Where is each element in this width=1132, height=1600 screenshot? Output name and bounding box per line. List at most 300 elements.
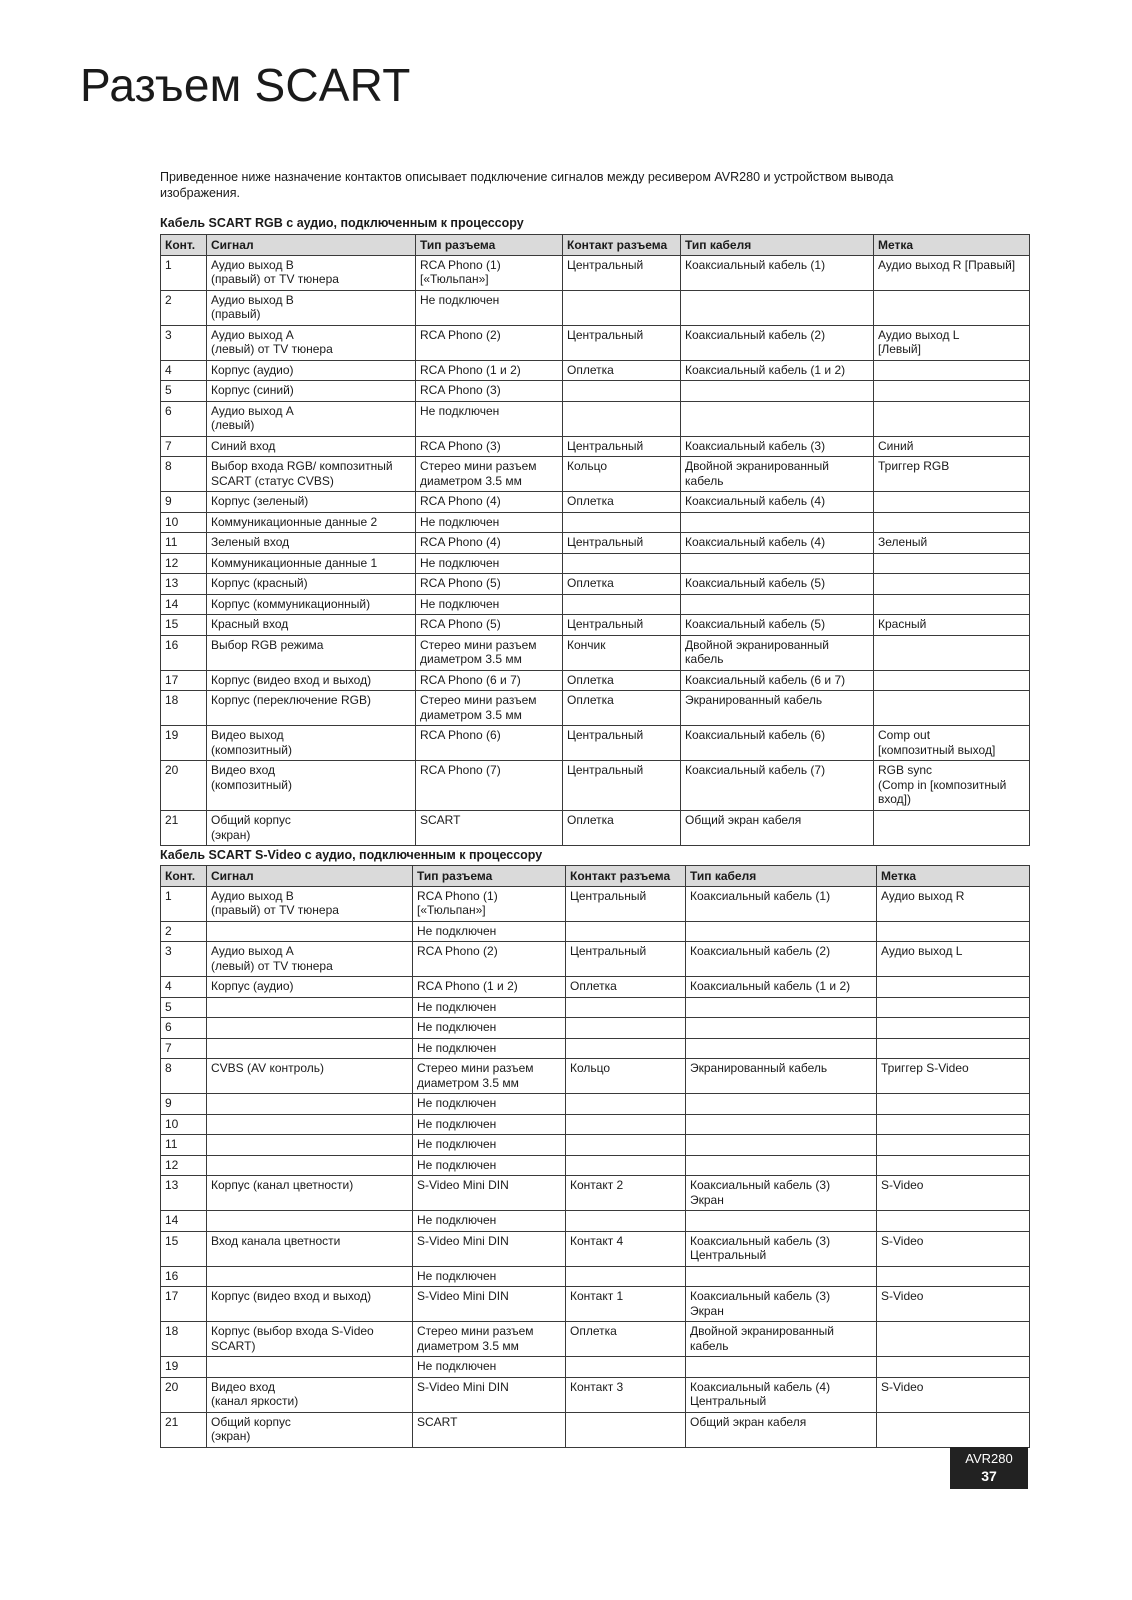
cell-pin: 1 bbox=[161, 255, 207, 290]
cell-connector-contact: Контакт 2 bbox=[566, 1176, 686, 1211]
cell-connector-type: RCA Phono (6 и 7) bbox=[416, 670, 563, 691]
table-row bbox=[161, 1231, 1030, 1266]
cell-pin: 3 bbox=[161, 325, 207, 360]
cell-label: S-Video bbox=[877, 1176, 1030, 1211]
cell-connector-contact bbox=[566, 1266, 686, 1287]
col-header-pin: Конт. bbox=[161, 235, 207, 256]
cell-cable-type bbox=[686, 1357, 877, 1378]
table-row bbox=[161, 1135, 1030, 1156]
cell-signal: Выбор входа RGB/ композитный SCART (статус CVBS) bbox=[207, 457, 416, 492]
cell-cable-type: Коаксиальный кабель (3) Центральный bbox=[686, 1231, 877, 1266]
scart-rgb-table bbox=[160, 234, 1030, 846]
cell-connector-type: Не подключен bbox=[416, 512, 563, 533]
cell-signal bbox=[207, 1266, 413, 1287]
cell-signal: Корпус (видео вход и выход) bbox=[207, 670, 416, 691]
cell-cable-type bbox=[686, 1114, 877, 1135]
table-row bbox=[161, 1018, 1030, 1039]
cell-connector-contact bbox=[566, 1038, 686, 1059]
cell-label: Зеленый bbox=[874, 533, 1030, 554]
cell-signal: Видео вход (композитный) bbox=[207, 761, 416, 811]
cell-cable-type: Общий экран кабеля bbox=[681, 811, 874, 846]
table-row bbox=[161, 401, 1030, 436]
cell-connector-type: Не подключен bbox=[413, 1155, 566, 1176]
cell-signal bbox=[207, 1357, 413, 1378]
cell-connector-contact: Контакт 1 bbox=[566, 1287, 686, 1322]
cell-cable-type bbox=[686, 1038, 877, 1059]
cell-connector-type: Не подключен bbox=[416, 290, 563, 325]
cell-pin: 20 bbox=[161, 761, 207, 811]
cell-label: Comp out [композитный выход] bbox=[874, 726, 1030, 761]
col-header-signal: Сигнал bbox=[207, 235, 416, 256]
cell-label bbox=[874, 381, 1030, 402]
cell-signal bbox=[207, 1038, 413, 1059]
cell-label bbox=[874, 594, 1030, 615]
table-row bbox=[161, 594, 1030, 615]
table-row bbox=[161, 325, 1030, 360]
cell-cable-type: Коаксиальный кабель (4) bbox=[681, 533, 874, 554]
cell-cable-type: Коаксиальный кабель (5) bbox=[681, 574, 874, 595]
table-row bbox=[161, 553, 1030, 574]
page-title: Разъем SCART bbox=[80, 59, 411, 111]
cell-signal bbox=[207, 1018, 413, 1039]
cell-connector-type: Стерео мини разъем диаметром 3.5 мм bbox=[416, 635, 563, 670]
col-header-label: Метка bbox=[874, 235, 1030, 256]
cell-pin: 10 bbox=[161, 1114, 207, 1135]
cell-pin: 18 bbox=[161, 1322, 207, 1357]
cell-label: S-Video bbox=[877, 1231, 1030, 1266]
cell-connector-type: Не подключен bbox=[413, 1018, 566, 1039]
cell-cable-type: Коаксиальный кабель (3) bbox=[681, 436, 874, 457]
cell-signal bbox=[207, 1114, 413, 1135]
col-header-connector-type: Тип разъема bbox=[413, 866, 566, 887]
cell-connector-contact bbox=[566, 1094, 686, 1115]
cell-signal: Корпус (коммуникационный) bbox=[207, 594, 416, 615]
cell-connector-type: Стерео мини разъем диаметром 3.5 мм bbox=[413, 1322, 566, 1357]
cell-connector-type: Не подключен bbox=[416, 553, 563, 574]
cell-label: Красный bbox=[874, 615, 1030, 636]
table-row bbox=[161, 574, 1030, 595]
cell-pin: 8 bbox=[161, 457, 207, 492]
cell-connector-type: RCA Phono (4) bbox=[416, 492, 563, 513]
cell-signal: Коммуникационные данные 2 bbox=[207, 512, 416, 533]
cell-signal: Корпус (аудио) bbox=[207, 977, 413, 998]
cell-connector-type: RCA Phono (2) bbox=[416, 325, 563, 360]
cell-label: S-Video bbox=[877, 1287, 1030, 1322]
cell-cable-type: Двойной экранированный кабель bbox=[686, 1322, 877, 1357]
cell-signal: Аудио выход A (левый) от TV тюнера bbox=[207, 942, 413, 977]
cell-connector-contact: Кольцо bbox=[566, 1059, 686, 1094]
cell-connector-contact bbox=[563, 553, 681, 574]
cell-connector-type: Не подключен bbox=[413, 1266, 566, 1287]
cell-connector-type: Не подключен bbox=[416, 594, 563, 615]
cell-cable-type: Двойной экранированный кабель bbox=[681, 457, 874, 492]
cell-pin: 18 bbox=[161, 691, 207, 726]
cell-connector-contact bbox=[566, 1155, 686, 1176]
cell-connector-type: RCA Phono (1 и 2) bbox=[416, 360, 563, 381]
cell-label bbox=[874, 290, 1030, 325]
cell-pin: 4 bbox=[161, 360, 207, 381]
cell-connector-type: RCA Phono (5) bbox=[416, 574, 563, 595]
cell-cable-type: Коаксиальный кабель (6) bbox=[681, 726, 874, 761]
cell-pin: 11 bbox=[161, 1135, 207, 1156]
table-row bbox=[161, 1176, 1030, 1211]
cell-connector-contact bbox=[566, 1114, 686, 1135]
cell-connector-type: Не подключен bbox=[413, 1038, 566, 1059]
col-header-signal: Сигнал bbox=[207, 866, 413, 887]
cell-signal: Корпус (аудио) bbox=[207, 360, 416, 381]
cell-pin: 2 bbox=[161, 290, 207, 325]
cell-signal bbox=[207, 1211, 413, 1232]
cell-connector-contact bbox=[563, 290, 681, 325]
table-header-row bbox=[161, 866, 1030, 887]
cell-label bbox=[874, 691, 1030, 726]
cell-label bbox=[877, 1094, 1030, 1115]
cell-label bbox=[877, 1266, 1030, 1287]
cell-label bbox=[874, 811, 1030, 846]
cell-pin: 16 bbox=[161, 1266, 207, 1287]
cell-connector-contact: Оплетка bbox=[566, 977, 686, 998]
cell-connector-contact bbox=[563, 381, 681, 402]
cell-cable-type: Коаксиальный кабель (2) bbox=[681, 325, 874, 360]
cell-label bbox=[877, 1038, 1030, 1059]
cell-label bbox=[874, 360, 1030, 381]
table-row bbox=[161, 1211, 1030, 1232]
table-row bbox=[161, 1266, 1030, 1287]
cell-pin: 13 bbox=[161, 574, 207, 595]
col-header-connector-contact: Контакт разъема bbox=[563, 235, 681, 256]
cell-connector-contact: Контакт 4 bbox=[566, 1231, 686, 1266]
cell-pin: 15 bbox=[161, 1231, 207, 1266]
cell-cable-type: Коаксиальный кабель (1) bbox=[681, 255, 874, 290]
table-row bbox=[161, 1357, 1030, 1378]
cell-connector-contact: Оплетка bbox=[563, 492, 681, 513]
cell-connector-type: Стерео мини разъем диаметром 3.5 мм bbox=[416, 457, 563, 492]
cell-signal: Общий корпус (экран) bbox=[207, 1412, 413, 1447]
cell-pin: 5 bbox=[161, 381, 207, 402]
cell-cable-type: Коаксиальный кабель (3) Экран bbox=[686, 1176, 877, 1211]
cell-pin: 10 bbox=[161, 512, 207, 533]
cell-label bbox=[877, 1155, 1030, 1176]
table-header-row bbox=[161, 235, 1030, 256]
cell-connector-contact: Центральный bbox=[566, 886, 686, 921]
cell-cable-type bbox=[681, 290, 874, 325]
cell-label: Аудио выход R [Правый] bbox=[874, 255, 1030, 290]
cell-label bbox=[877, 977, 1030, 998]
footer-model: AVR280 bbox=[965, 1451, 1013, 1466]
cell-connector-contact: Центральный bbox=[563, 726, 681, 761]
cell-connector-type: RCA Phono (5) bbox=[416, 615, 563, 636]
table-row bbox=[161, 921, 1030, 942]
cell-connector-contact: Центральный bbox=[563, 533, 681, 554]
col-header-pin: Конт. bbox=[161, 866, 207, 887]
cell-label bbox=[877, 1135, 1030, 1156]
cell-pin: 11 bbox=[161, 533, 207, 554]
cell-signal: Вход канала цветности bbox=[207, 1231, 413, 1266]
cell-pin: 12 bbox=[161, 1155, 207, 1176]
table-row bbox=[161, 691, 1030, 726]
cell-cable-type bbox=[686, 1211, 877, 1232]
cell-signal: Корпус (переключение RGB) bbox=[207, 691, 416, 726]
col-header-connector-type: Тип разъема bbox=[416, 235, 563, 256]
table-row bbox=[161, 1094, 1030, 1115]
table-row bbox=[161, 635, 1030, 670]
cell-pin: 7 bbox=[161, 1038, 207, 1059]
cell-pin: 8 bbox=[161, 1059, 207, 1094]
cell-pin: 3 bbox=[161, 942, 207, 977]
cell-cable-type: Коаксиальный кабель (1 и 2) bbox=[686, 977, 877, 998]
col-header-label: Метка bbox=[877, 866, 1030, 887]
cell-pin: 21 bbox=[161, 1412, 207, 1447]
cell-signal: Корпус (красный) bbox=[207, 574, 416, 595]
cell-cable-type bbox=[686, 1094, 877, 1115]
cell-pin: 12 bbox=[161, 553, 207, 574]
table2-caption: Кабель SCART S-Video с аудио, подключенным к процессору bbox=[160, 848, 543, 862]
col-header-connector-contact: Контакт разъема bbox=[566, 866, 686, 887]
table-row bbox=[161, 726, 1030, 761]
cell-connector-type: RCA Phono (4) bbox=[416, 533, 563, 554]
cell-connector-contact: Кольцо bbox=[563, 457, 681, 492]
cell-label bbox=[874, 574, 1030, 595]
cell-connector-type: RCA Phono (1) [«Тюльпан»] bbox=[413, 886, 566, 921]
cell-cable-type: Коаксиальный кабель (7) bbox=[681, 761, 874, 811]
cell-label: Аудио выход R bbox=[877, 886, 1030, 921]
cell-label bbox=[877, 1211, 1030, 1232]
table-row bbox=[161, 457, 1030, 492]
cell-connector-type: RCA Phono (1) [«Тюльпан»] bbox=[416, 255, 563, 290]
cell-connector-type: S-Video Mini DIN bbox=[413, 1231, 566, 1266]
cell-label bbox=[874, 670, 1030, 691]
cell-connector-type: RCA Phono (6) bbox=[416, 726, 563, 761]
cell-pin: 14 bbox=[161, 1211, 207, 1232]
cell-connector-contact: Центральный bbox=[563, 436, 681, 457]
cell-pin: 17 bbox=[161, 670, 207, 691]
cell-signal: Корпус (зеленый) bbox=[207, 492, 416, 513]
cell-connector-type: RCA Phono (3) bbox=[416, 436, 563, 457]
cell-signal: Зеленый вход bbox=[207, 533, 416, 554]
table-row bbox=[161, 1038, 1030, 1059]
cell-signal bbox=[207, 921, 413, 942]
cell-connector-type: S-Video Mini DIN bbox=[413, 1377, 566, 1412]
cell-connector-contact: Центральный bbox=[563, 325, 681, 360]
cell-connector-type: RCA Phono (7) bbox=[416, 761, 563, 811]
cell-pin: 19 bbox=[161, 726, 207, 761]
cell-label bbox=[877, 1018, 1030, 1039]
cell-connector-type: Не подключен bbox=[413, 921, 566, 942]
table-row bbox=[161, 886, 1030, 921]
table-row bbox=[161, 255, 1030, 290]
table-row bbox=[161, 492, 1030, 513]
table-row bbox=[161, 1059, 1030, 1094]
cell-pin: 17 bbox=[161, 1287, 207, 1322]
cell-cable-type: Коаксиальный кабель (4) bbox=[681, 492, 874, 513]
cell-connector-type: S-Video Mini DIN bbox=[413, 1176, 566, 1211]
cell-connector-type: Не подключен bbox=[416, 401, 563, 436]
cell-connector-contact: Оплетка bbox=[566, 1322, 686, 1357]
cell-signal: Корпус (канал цветности) bbox=[207, 1176, 413, 1211]
cell-cable-type bbox=[686, 1135, 877, 1156]
cell-connector-contact: Центральный bbox=[563, 615, 681, 636]
cell-pin: 6 bbox=[161, 1018, 207, 1039]
cell-pin: 1 bbox=[161, 886, 207, 921]
cell-connector-contact: Оплетка bbox=[563, 691, 681, 726]
cell-connector-contact bbox=[566, 1135, 686, 1156]
table1-caption: Кабель SCART RGB с аудио, подключенным к процессору bbox=[160, 216, 524, 230]
cell-connector-type: S-Video Mini DIN bbox=[413, 1287, 566, 1322]
table-row bbox=[161, 1377, 1030, 1412]
cell-signal: Аудио выход B (правый) от TV тюнера bbox=[207, 886, 413, 921]
page-number: 37 bbox=[981, 1468, 997, 1484]
cell-signal: Красный вход bbox=[207, 615, 416, 636]
cell-connector-type: Не подключен bbox=[413, 1094, 566, 1115]
cell-signal: Корпус (синий) bbox=[207, 381, 416, 402]
cell-cable-type bbox=[681, 553, 874, 574]
cell-connector-contact: Контакт 3 bbox=[566, 1377, 686, 1412]
cell-signal: Синий вход bbox=[207, 436, 416, 457]
cell-cable-type: Коаксиальный кабель (1) bbox=[686, 886, 877, 921]
table-row bbox=[161, 533, 1030, 554]
cell-connector-contact bbox=[566, 1018, 686, 1039]
cell-cable-type bbox=[686, 1018, 877, 1039]
cell-cable-type bbox=[681, 594, 874, 615]
cell-cable-type bbox=[681, 401, 874, 436]
cell-connector-contact: Оплетка bbox=[563, 574, 681, 595]
cell-signal: Выбор RGB режима bbox=[207, 635, 416, 670]
cell-connector-type: SCART bbox=[416, 811, 563, 846]
table-row bbox=[161, 436, 1030, 457]
table-row bbox=[161, 1412, 1030, 1447]
cell-label bbox=[874, 492, 1030, 513]
cell-connector-contact: Оплетка bbox=[563, 811, 681, 846]
cell-label bbox=[877, 1322, 1030, 1357]
table-row bbox=[161, 1114, 1030, 1135]
cell-connector-contact bbox=[563, 401, 681, 436]
cell-connector-contact bbox=[566, 1412, 686, 1447]
cell-label: Триггер RGB bbox=[874, 457, 1030, 492]
cell-label: Аудио выход L bbox=[877, 942, 1030, 977]
cell-connector-type: Не подключен bbox=[413, 1114, 566, 1135]
cell-connector-type: Не подключен bbox=[413, 1135, 566, 1156]
cell-label: RGB sync (Comp in [композитный вход]) bbox=[874, 761, 1030, 811]
table-row bbox=[161, 942, 1030, 977]
cell-pin: 19 bbox=[161, 1357, 207, 1378]
cell-pin: 6 bbox=[161, 401, 207, 436]
cell-connector-contact bbox=[566, 1211, 686, 1232]
cell-connector-type: Стерео мини разъем диаметром 3.5 мм bbox=[416, 691, 563, 726]
cell-cable-type: Коаксиальный кабель (6 и 7) bbox=[681, 670, 874, 691]
cell-connector-contact: Оплетка bbox=[563, 360, 681, 381]
cell-signal: Корпус (видео вход и выход) bbox=[207, 1287, 413, 1322]
cell-cable-type: Общий экран кабеля bbox=[686, 1412, 877, 1447]
cell-pin: 13 bbox=[161, 1176, 207, 1211]
table-row bbox=[161, 1155, 1030, 1176]
cell-label: Аудио выход L [Левый] bbox=[874, 325, 1030, 360]
cell-signal: Корпус (выбор входа S-Video SCART) bbox=[207, 1322, 413, 1357]
cell-label: Синий bbox=[874, 436, 1030, 457]
cell-connector-type: Не подключен bbox=[413, 1357, 566, 1378]
cell-connector-type: Не подключен bbox=[413, 997, 566, 1018]
cell-connector-contact bbox=[566, 997, 686, 1018]
cell-label bbox=[874, 401, 1030, 436]
cell-signal bbox=[207, 1094, 413, 1115]
cell-connector-contact bbox=[563, 512, 681, 533]
cell-connector-contact: Центральный bbox=[566, 942, 686, 977]
cell-label bbox=[874, 635, 1030, 670]
cell-connector-type: RCA Phono (3) bbox=[416, 381, 563, 402]
cell-connector-type: RCA Phono (1 и 2) bbox=[413, 977, 566, 998]
cell-cable-type: Коаксиальный кабель (3) Экран bbox=[686, 1287, 877, 1322]
cell-cable-type bbox=[681, 512, 874, 533]
cell-signal: Аудио выход B (правый) от TV тюнера bbox=[207, 255, 416, 290]
cell-cable-type bbox=[686, 921, 877, 942]
cell-signal: Общий корпус (экран) bbox=[207, 811, 416, 846]
cell-label: S-Video bbox=[877, 1377, 1030, 1412]
cell-cable-type: Экранированный кабель bbox=[681, 691, 874, 726]
cell-cable-type: Экранированный кабель bbox=[686, 1059, 877, 1094]
cell-connector-type: RCA Phono (2) bbox=[413, 942, 566, 977]
cell-label bbox=[877, 1412, 1030, 1447]
cell-signal: Видео выход (композитный) bbox=[207, 726, 416, 761]
cell-cable-type bbox=[686, 997, 877, 1018]
cell-cable-type bbox=[686, 1155, 877, 1176]
cell-label bbox=[874, 553, 1030, 574]
table-row bbox=[161, 615, 1030, 636]
cell-signal: CVBS (AV контроль) bbox=[207, 1059, 413, 1094]
cell-connector-contact bbox=[563, 594, 681, 615]
table-row bbox=[161, 811, 1030, 846]
cell-label bbox=[877, 1357, 1030, 1378]
cell-cable-type bbox=[681, 381, 874, 402]
cell-signal bbox=[207, 1135, 413, 1156]
cell-cable-type: Коаксиальный кабель (4) Центральный bbox=[686, 1377, 877, 1412]
cell-signal bbox=[207, 1155, 413, 1176]
cell-cable-type bbox=[686, 1266, 877, 1287]
table-row bbox=[161, 512, 1030, 533]
cell-connector-type: Стерео мини разъем диаметром 3.5 мм bbox=[413, 1059, 566, 1094]
cell-signal: Аудио выход B (правый) bbox=[207, 290, 416, 325]
table-row bbox=[161, 381, 1030, 402]
cell-pin: 9 bbox=[161, 492, 207, 513]
page-footer-badge bbox=[950, 1447, 1028, 1489]
cell-connector-contact: Кончик bbox=[563, 635, 681, 670]
table-row bbox=[161, 360, 1030, 381]
cell-connector-contact: Центральный bbox=[563, 255, 681, 290]
table-row bbox=[161, 1322, 1030, 1357]
cell-pin: 15 bbox=[161, 615, 207, 636]
table-row bbox=[161, 977, 1030, 998]
cell-pin: 16 bbox=[161, 635, 207, 670]
cell-connector-contact bbox=[566, 1357, 686, 1378]
cell-connector-type: SCART bbox=[413, 1412, 566, 1447]
cell-pin: 4 bbox=[161, 977, 207, 998]
cell-connector-contact: Центральный bbox=[563, 761, 681, 811]
cell-cable-type: Двойной экранированный кабель bbox=[681, 635, 874, 670]
cell-signal: Аудио выход A (левый) bbox=[207, 401, 416, 436]
cell-cable-type: Коаксиальный кабель (2) bbox=[686, 942, 877, 977]
cell-connector-type: Не подключен bbox=[413, 1211, 566, 1232]
cell-label: Триггер S-Video bbox=[877, 1059, 1030, 1094]
cell-signal: Аудио выход A (левый) от TV тюнера bbox=[207, 325, 416, 360]
cell-pin: 7 bbox=[161, 436, 207, 457]
cell-pin: 14 bbox=[161, 594, 207, 615]
cell-label bbox=[877, 997, 1030, 1018]
cell-signal: Видео вход (канал яркости) bbox=[207, 1377, 413, 1412]
table-row bbox=[161, 290, 1030, 325]
table-row bbox=[161, 670, 1030, 691]
cell-connector-contact bbox=[566, 921, 686, 942]
table-row bbox=[161, 761, 1030, 811]
cell-label bbox=[874, 512, 1030, 533]
scart-svideo-table bbox=[160, 865, 1030, 1448]
